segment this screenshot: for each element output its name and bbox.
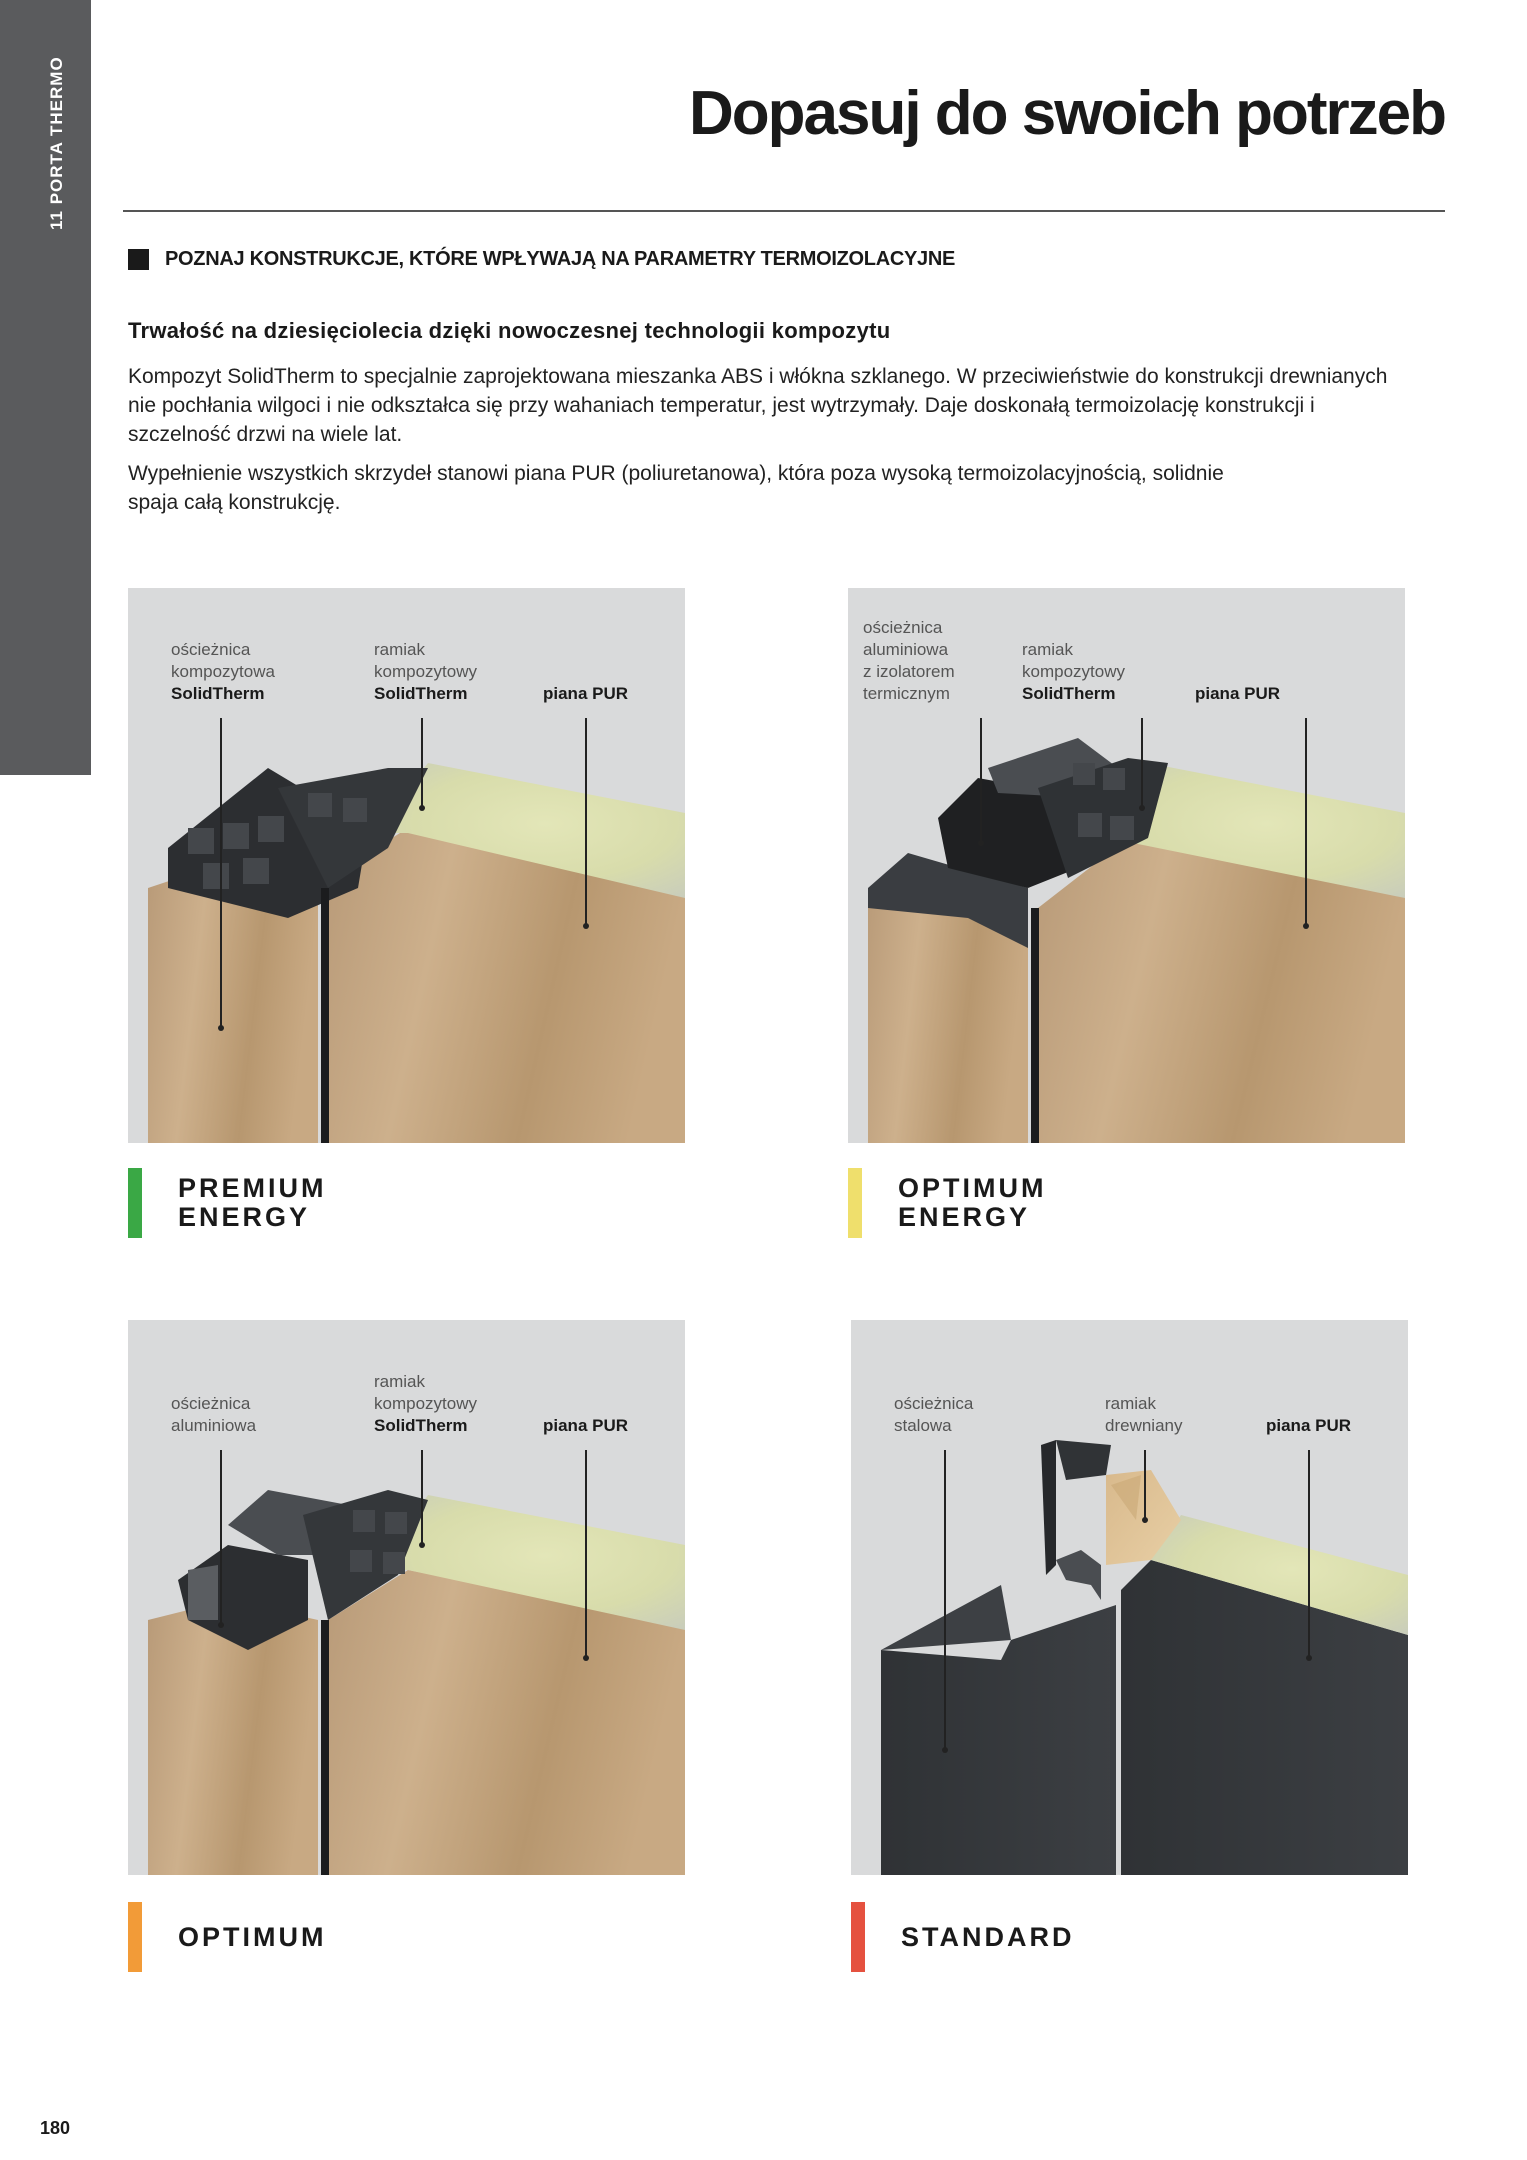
product-optimum — [128, 1902, 327, 1972]
sash-label: ramiak kompozytowy SolidTherm — [374, 640, 477, 703]
sash-label: ramiak drewniany — [1105, 1394, 1183, 1435]
cross-section-image-premium-energy — [128, 588, 685, 1143]
product-optimum-energy — [848, 1168, 1047, 1238]
product-standard — [851, 1902, 1075, 1972]
frame-label: ościeżnica aluminiowa z izolatorem termicznym — [863, 618, 955, 703]
cross-section-image-optimum-energy — [848, 588, 1405, 1143]
fill-label: piana PUR — [1266, 1416, 1352, 1435]
section-side-tab — [0, 0, 91, 775]
subheading: Trwałość na dziesięciolecia dzięki nowoczesnej technologii kompozytu — [128, 318, 891, 343]
intro-paragraph-1: Kompozyt SolidTherm to specjalnie zaprojektowana mieszanka ABS i włókna szklanego. W przeciwieństwie do konstrukcji drewnianych nie pochłania wilgoci i nie odkształca się przy wahaniach temperatur, jest wytrzymały. Daje doskonałą termoizolację konstrukcji i szczelność drzwi na wiele lat. — [128, 365, 1388, 446]
page-title: Dopasuj do swoich potrzeb — [688, 79, 1445, 148]
product-name: OPTIMUM ENERGY — [898, 1173, 1047, 1232]
frame-label: ościeżnica aluminiowa — [171, 1394, 257, 1435]
product-name: STANDARD — [901, 1921, 1075, 1952]
cross-section-image-optimum — [128, 1320, 685, 1875]
product-name: PREMIUM ENERGY — [178, 1173, 327, 1232]
fill-label: piana PUR — [543, 1416, 629, 1435]
product-premium-energy — [128, 1168, 327, 1238]
sash-label: ramiak kompozytowy SolidTherm — [374, 1372, 477, 1435]
side-tab-label: 11 PORTA THERMO — [47, 56, 66, 230]
page-number: 180 — [40, 2118, 71, 2138]
product-color-bar — [128, 1902, 142, 1972]
sash-label: ramiak kompozytowy SolidTherm — [1022, 640, 1125, 703]
frame-label: ościeżnica kompozytowa SolidTherm — [171, 640, 275, 703]
cross-section-image-standard — [851, 1320, 1408, 1875]
product-color-bar — [851, 1902, 865, 1972]
intro-paragraph-2: Wypełnienie wszystkich skrzydeł stanowi piana PUR (poliuretanowa), która poza wysoką termoizolacyjnością, solidnie spaja całą konstrukcję. — [128, 462, 1224, 514]
product-color-bar — [128, 1168, 142, 1238]
fill-label: piana PUR — [543, 684, 629, 703]
square-bullet-icon — [128, 249, 149, 270]
section-heading-text: POZNAJ KONSTRUKCJE, KTÓRE WPŁYWAJĄ NA PARAMETRY TERMOIZOLACYJNE — [165, 248, 956, 270]
section-heading — [128, 248, 955, 271]
frame-label: ościeżnica stalowa — [894, 1394, 974, 1435]
title-divider — [123, 210, 1445, 212]
fill-label: piana PUR — [1195, 684, 1281, 703]
product-name: OPTIMUM — [178, 1921, 327, 1952]
product-color-bar — [848, 1168, 862, 1238]
